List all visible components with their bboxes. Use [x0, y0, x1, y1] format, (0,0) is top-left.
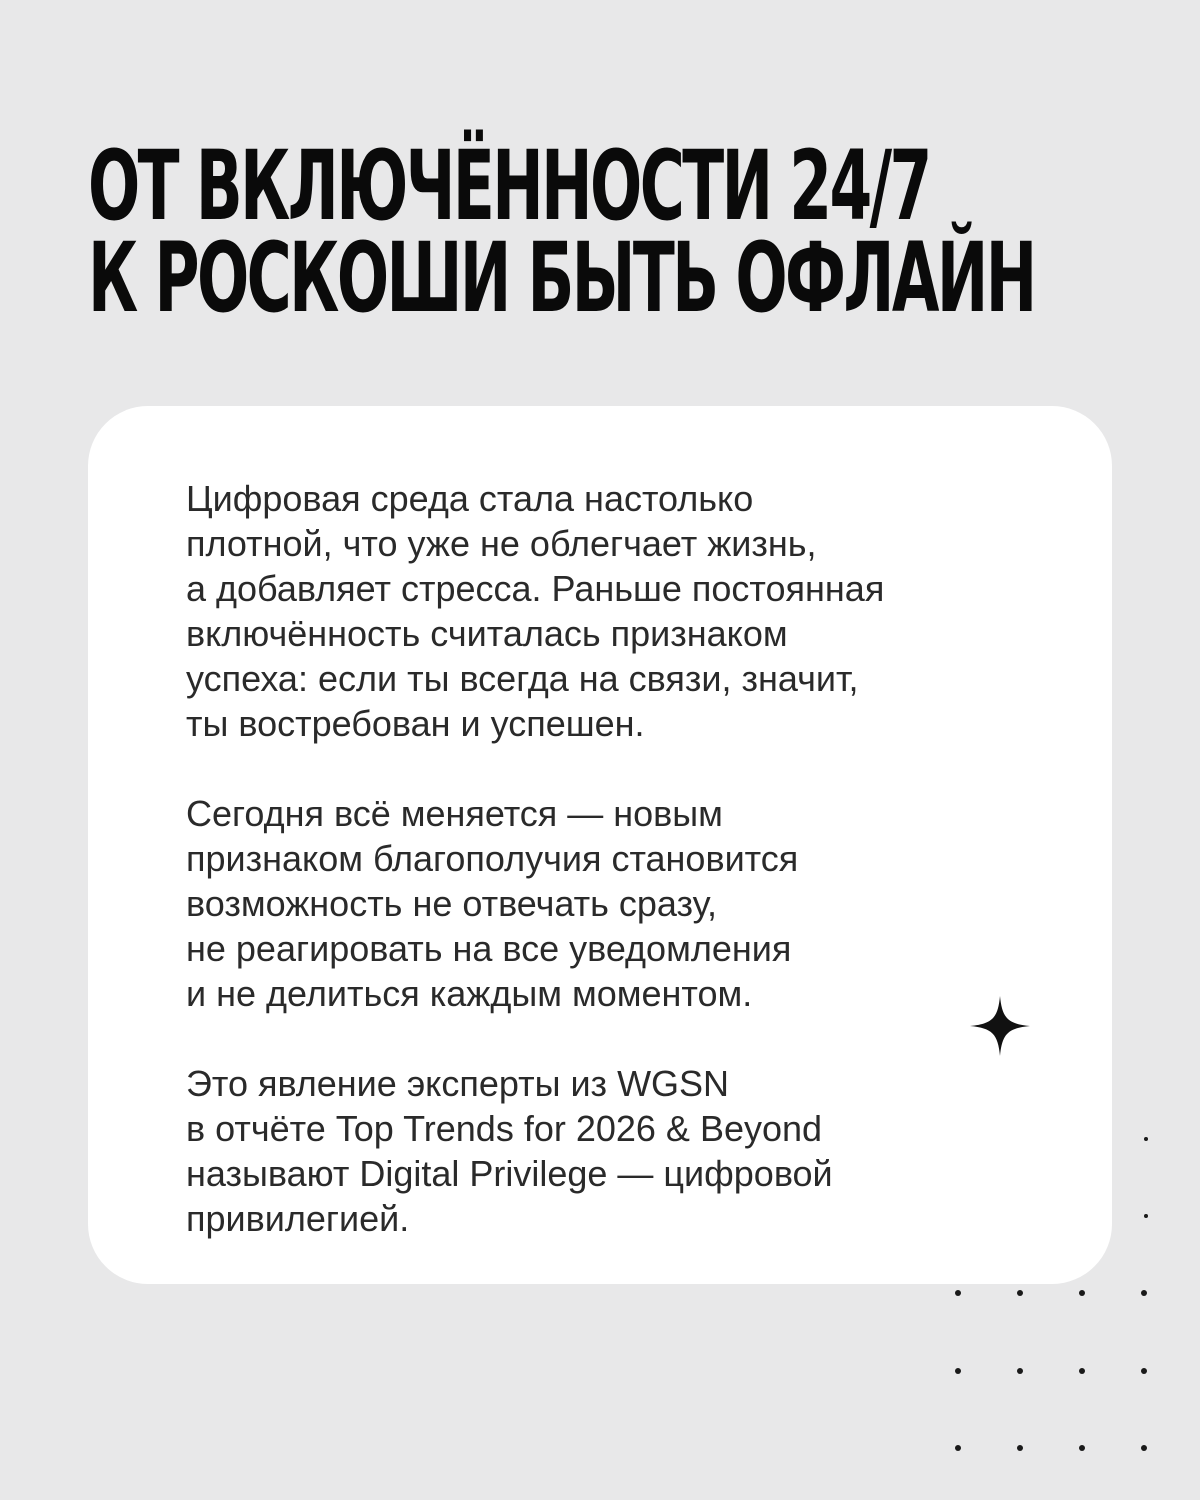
paragraph-line: а добавляет стресса. Раньше постоянная: [186, 568, 885, 609]
dot: [1141, 1290, 1147, 1296]
dot: [1144, 1214, 1148, 1218]
dot: [1017, 1445, 1023, 1451]
dot: [1079, 1368, 1085, 1374]
paragraph-2: [186, 791, 1086, 1016]
paragraph-line: Это явление эксперты из WGSN: [186, 1063, 730, 1104]
four-point-star-icon: [970, 996, 1030, 1056]
paragraph-line: не реагировать на все уведомления: [186, 928, 792, 969]
paragraph-1: [186, 476, 1086, 746]
dot: [955, 1290, 961, 1296]
paragraph-line: плотной, что уже не облегчает жизнь,: [186, 523, 817, 564]
paragraph-3: [186, 1061, 1086, 1241]
dot: [1017, 1368, 1023, 1374]
text-card: [88, 406, 1112, 1284]
paragraph-line: признаком благополучия становится: [186, 838, 799, 879]
paragraph-line: привилегией.: [186, 1198, 410, 1239]
dot: [1141, 1368, 1147, 1374]
paragraph-line: ты востребован и успешен.: [186, 703, 645, 744]
card-body: [186, 476, 1086, 1241]
paragraph-line: возможность не отвечать сразу,: [186, 883, 717, 924]
dot: [955, 1368, 961, 1374]
dot: [1144, 1137, 1148, 1141]
title-line-2: К РОСКОШИ БЫТЬ ОФЛАЙН: [88, 222, 1035, 334]
paragraph-line: в отчёте Top Trends for 2026 & Beyond: [186, 1108, 823, 1149]
dot: [955, 1445, 961, 1451]
dot: [1079, 1290, 1085, 1296]
dot: [1141, 1445, 1147, 1451]
paragraph-line: включённость считалась признаком: [186, 613, 788, 654]
paragraph-line: и не делиться каждым моментом.: [186, 973, 753, 1014]
paragraph-line: Сегодня всё меняется — новым: [186, 793, 723, 834]
dot: [1079, 1445, 1085, 1451]
page-title: [88, 130, 1035, 334]
paragraph-line: успеха: если ты всегда на связи, значит,: [186, 658, 859, 699]
paragraph-line: называют Digital Privilege — цифровой: [186, 1153, 833, 1194]
paragraph-line: Цифровая среда стала настолько: [186, 478, 754, 519]
dot: [1017, 1290, 1023, 1296]
title-line-1: ОТ ВКЛЮЧЁННОСТИ 24/7: [88, 130, 930, 242]
